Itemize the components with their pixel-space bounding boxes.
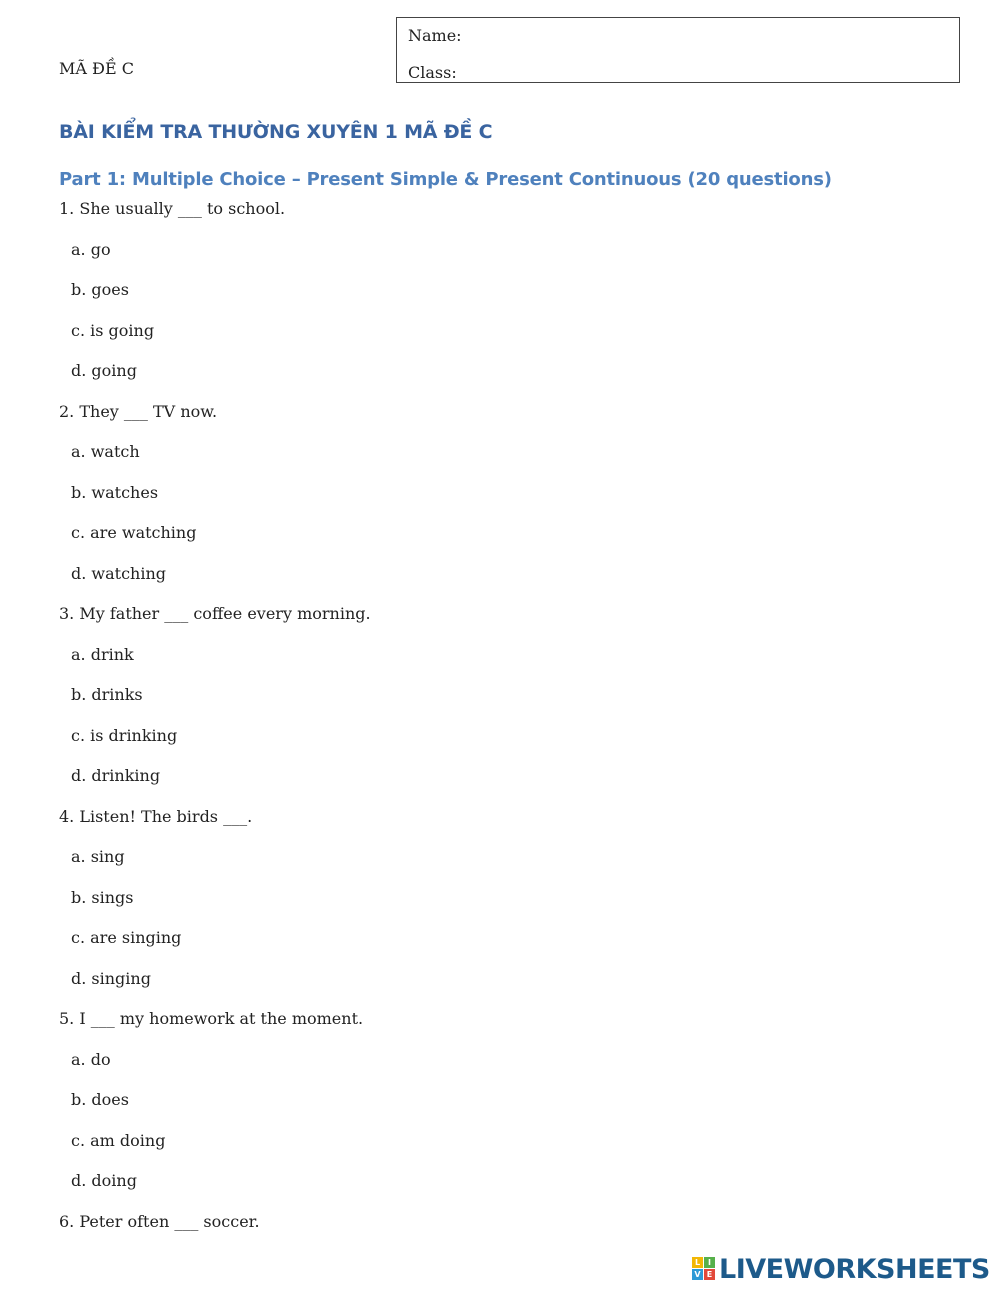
page-title: BÀI KIỂM TRA THƯỜNG XUYÊN 1 MÃ ĐỀ C	[59, 121, 493, 143]
name-class-box	[396, 17, 960, 83]
answer-option[interactable]: c. are watching	[71, 523, 197, 542]
answer-option[interactable]: a. watch	[71, 442, 140, 461]
answer-option[interactable]: b. goes	[71, 280, 129, 299]
answer-option[interactable]: a. go	[71, 239, 111, 259]
name-label: Name:	[408, 26, 462, 45]
answer-option[interactable]: c. am doing	[71, 1130, 166, 1150]
answer-option[interactable]: a. drink	[71, 644, 134, 664]
answer-option[interactable]: c. is going	[71, 320, 155, 340]
answer-option[interactable]: b. does	[71, 1090, 129, 1109]
question-list	[59, 196, 939, 1249]
answer-option[interactable]: a. sing	[71, 847, 125, 866]
liveworksheets-logo	[692, 1252, 990, 1286]
question-text: 3. My father ___ coffee every morning.	[59, 604, 371, 623]
answer-option[interactable]: d. doing	[71, 1171, 137, 1190]
question-text: 1. She usually ___ to school.	[59, 199, 286, 218]
class-label: Class:	[408, 63, 457, 82]
logo-mark-icon	[692, 1257, 716, 1281]
question-text: 4. Listen! The birds ___.	[59, 806, 253, 826]
answer-option[interactable]: a. do	[71, 1049, 111, 1069]
part1-heading: Part 1: Multiple Choice – Present Simple & Present Continuous (20 questions)	[59, 169, 832, 190]
logo-mark-letter: L	[692, 1257, 703, 1268]
answer-option[interactable]: b. sings	[71, 887, 134, 907]
logo-text: LIVEWORKSHEETS	[719, 1253, 990, 1285]
question-text: 5. I ___ my homework at the moment.	[59, 1009, 364, 1028]
exam-code-label: MÃ ĐỀ C	[59, 59, 134, 78]
question-text: 2. They ___ TV now.	[59, 401, 218, 421]
answer-option[interactable]: c. is drinking	[71, 725, 178, 745]
answer-option[interactable]: d. going	[71, 361, 137, 380]
answer-option[interactable]: c. are singing	[71, 928, 182, 947]
answer-option[interactable]: d. watching	[71, 563, 167, 583]
logo-mark-letter: I	[704, 1257, 715, 1268]
logo-mark-letter: E	[704, 1269, 715, 1280]
answer-option[interactable]: d. drinking	[71, 766, 161, 785]
answer-option[interactable]: b. drinks	[71, 685, 143, 704]
answer-option[interactable]: d. singing	[71, 968, 151, 988]
answer-option[interactable]: b. watches	[71, 482, 159, 502]
logo-mark-letter: V	[692, 1269, 703, 1280]
question-text: 6. Peter often ___ soccer.	[59, 1211, 260, 1231]
